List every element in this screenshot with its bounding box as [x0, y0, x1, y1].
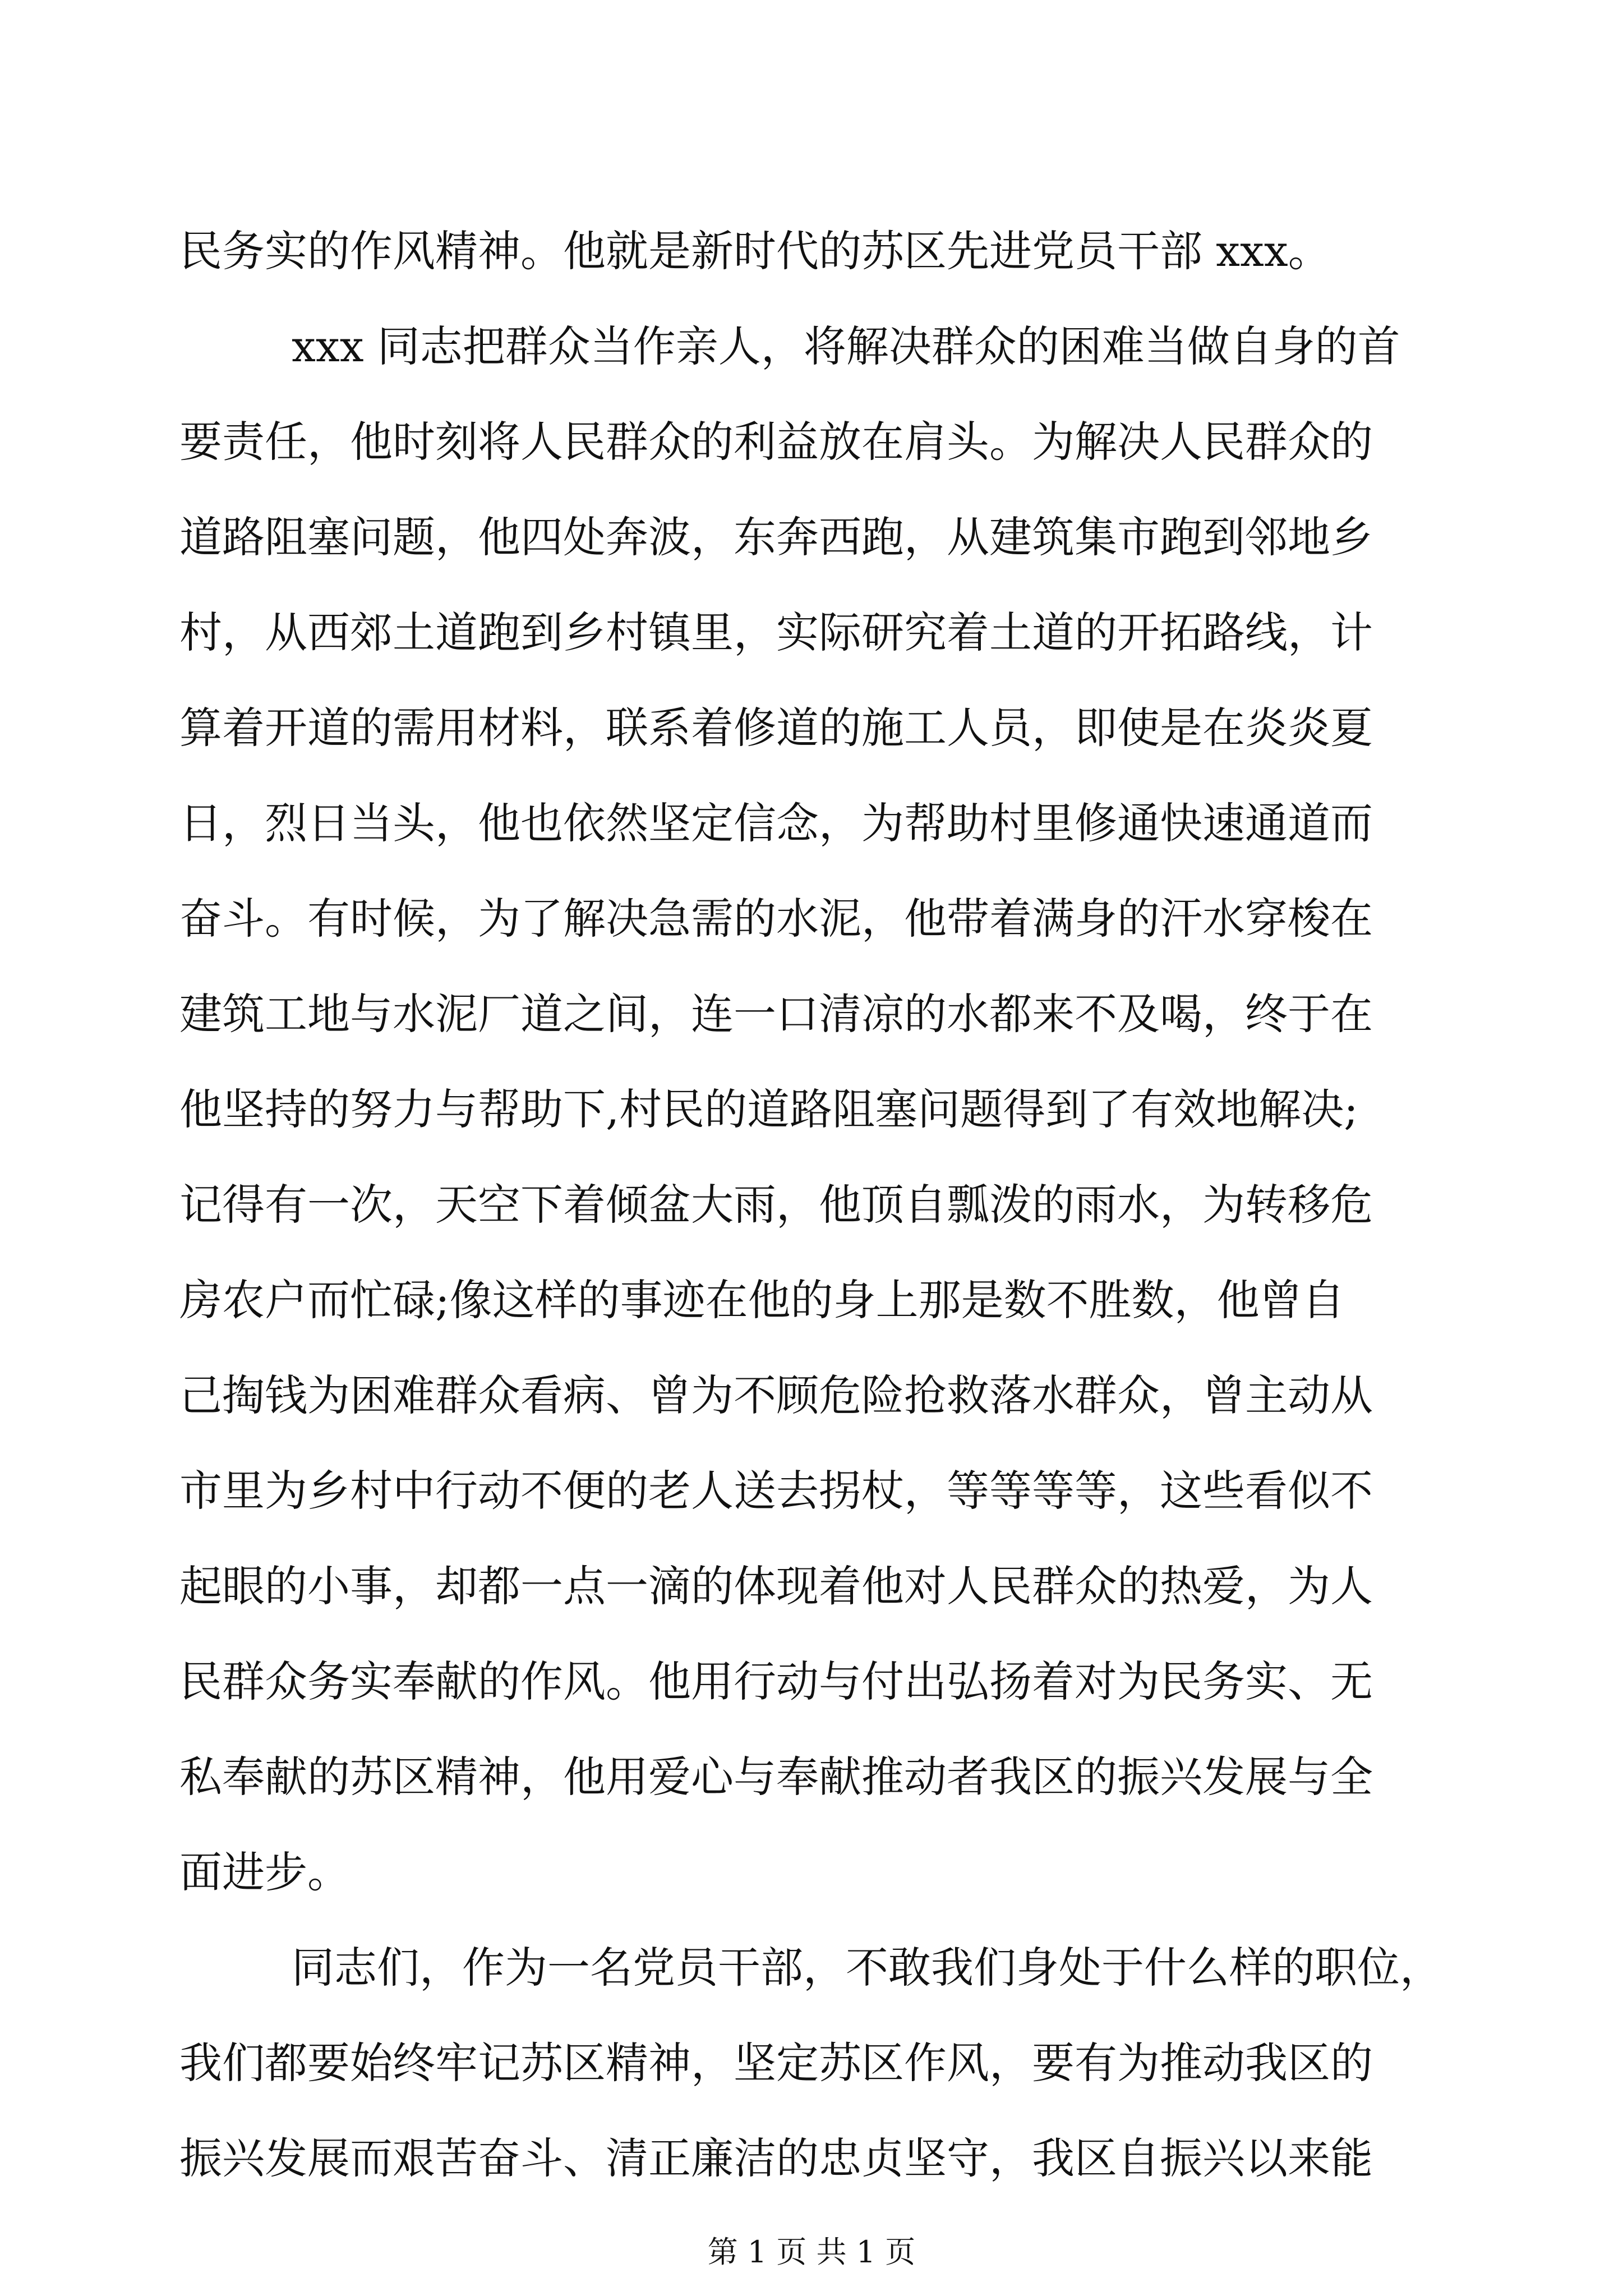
paragraph-line: 要责任，他时刻将人民群众的利益放在肩头。为解决人民群众的 [179, 417, 1373, 467]
paragraph-line: 日，烈日当头，他也依然坚定信念，为帮助村里修通快速通道而 [179, 798, 1373, 848]
paragraph-line: 村，从西郊土道跑到乡村镇里，实际研究着土道的开拓路线，计 [179, 608, 1373, 657]
paragraph-line: 我们都要始终牢记苏区精神，坚定苏区作风，要有为推动我区的 [179, 2038, 1373, 2088]
paragraph-line: 记得有一次，天空下着倾盆大雨，他顶自瓢泼的雨水，为转移危 [179, 1180, 1373, 1230]
paragraph-line: 建筑工地与水泥厂道之间，连一口清凉的水都来不及喝，终于在 [179, 989, 1373, 1039]
paragraph-line: 振兴发展而艰苦奋斗、清正廉洁的忠贞坚守，我区自振兴以来能 [179, 2133, 1373, 2183]
paragraph-line: 私奉献的苏区精神，他用爱心与奉献推动者我区的振兴发展与全 [179, 1752, 1373, 1802]
page-number-footer: 第 1 页 共 1 页 [707, 2234, 916, 2270]
paragraph-line: 己掏钱为困难群众看病、曾为不顾危险抢救落水群众，曾主动从 [179, 1370, 1373, 1420]
paragraph-line: 同志们，作为一名党员干部，不敢我们身处于什么样的职位， [292, 1943, 1442, 1993]
paragraph-line: 起眼的小事，却都一点一滴的体现着他对人民群众的热爱，为人 [179, 1561, 1373, 1611]
paragraph-line: 民群众务实奉献的作风。他用行动与付出弘扬着对为民务实、无 [179, 1657, 1373, 1706]
paragraph-line: 面进步。 [179, 1847, 350, 1897]
paragraph-line: 他坚持的努力与帮助下,村民的道路阻塞问题得到了有效地解决; [179, 1084, 1358, 1134]
paragraph-line: 奋斗。有时候，为了解决急需的水泥，他带着满身的汗水穿梭在 [179, 894, 1373, 944]
paragraph-line: 民务实的作风精神。他就是新时代的苏区先进党员干部 xxx。 [179, 226, 1331, 276]
paragraph-line: 房农户而忙碌;像这样的事迹在他的身上那是数不胜数，他曾自 [179, 1275, 1345, 1325]
paragraph-line: xxx 同志把群众当作亲人，将解决群众的困难当做自身的首 [292, 321, 1400, 371]
paragraph-line: 算着开道的需用材料，联系着修道的施工人员，即使是在炎炎夏 [179, 703, 1373, 753]
paragraph-line: 市里为乡村中行动不便的老人送去拐杖，等等等等，这些看似不 [179, 1466, 1373, 1516]
paragraph-line: 道路阻塞问题，他四处奔波，东奔西跑，从建筑集市跑到邻地乡 [179, 512, 1373, 562]
